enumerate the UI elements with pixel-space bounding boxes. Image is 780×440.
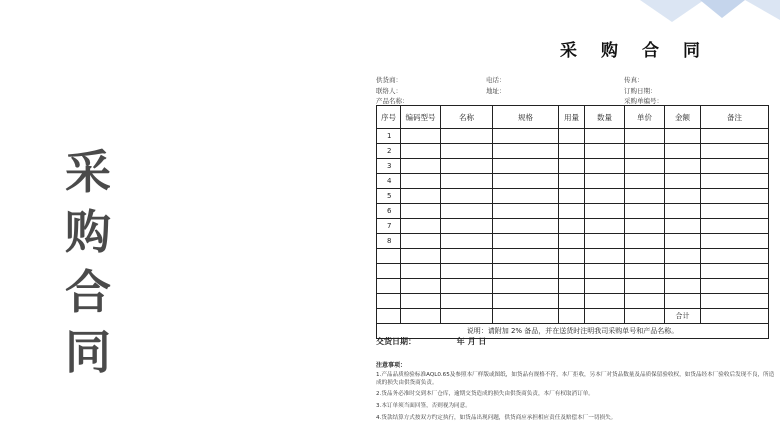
table-row [377, 129, 769, 144]
table-row [377, 204, 769, 219]
vertical-title-char: 采 [65, 145, 111, 199]
table-cell [665, 129, 701, 144]
table-cell [401, 129, 441, 144]
table-cell [441, 279, 493, 294]
row-index: 6 [377, 204, 401, 219]
table-cell [441, 234, 493, 249]
table-cell [401, 219, 441, 234]
table-cell [401, 279, 441, 294]
vertical-title-char: 合 [65, 265, 111, 319]
table-cell [625, 174, 665, 189]
table-row [377, 219, 769, 234]
col-header: 序号 [377, 106, 401, 129]
vertical-title [58, 142, 118, 382]
meta-address: 地址： [486, 87, 506, 95]
delivery-date: 年 月 日 [456, 337, 487, 346]
table-cell [441, 189, 493, 204]
table-cell [585, 279, 625, 294]
table-cell [625, 279, 665, 294]
row-index [377, 279, 401, 294]
table-cell [701, 279, 769, 294]
table-cell [585, 129, 625, 144]
table-cell [559, 279, 585, 294]
meta-fax: 传真： [624, 76, 644, 84]
table-cell [493, 249, 559, 264]
row-index [377, 294, 401, 309]
table-cell [665, 234, 701, 249]
table-cell [441, 144, 493, 159]
total-row [377, 309, 769, 324]
table-cell [701, 159, 769, 174]
table-row [377, 249, 769, 264]
table-cell [493, 129, 559, 144]
table-cell [665, 159, 701, 174]
table-cell [441, 159, 493, 174]
table-cell [701, 204, 769, 219]
table-cell [441, 204, 493, 219]
table-cell [559, 249, 585, 264]
row-index: 2 [377, 144, 401, 159]
table-cell [665, 279, 701, 294]
table-cell [585, 174, 625, 189]
table-cell [493, 159, 559, 174]
table-cell [493, 144, 559, 159]
table-row [377, 279, 769, 294]
table-note: 说明：请附加 2% 备品，并在送货时注明我司采购单号和产品名称。 [377, 324, 769, 339]
table-header-row [377, 106, 769, 129]
table-cell [625, 234, 665, 249]
table-cell [665, 249, 701, 264]
meta-supplier: 供货商： [376, 76, 402, 84]
table-cell [701, 219, 769, 234]
vertical-title-char: 购 [65, 205, 111, 259]
table-cell [441, 264, 493, 279]
table-cell [401, 159, 441, 174]
table-cell [701, 264, 769, 279]
table-cell [401, 189, 441, 204]
col-header: 数量 [585, 106, 625, 129]
table-cell [585, 294, 625, 309]
row-index: 4 [377, 174, 401, 189]
table-cell [625, 159, 665, 174]
table-cell [665, 219, 701, 234]
deco-triangle-1 [640, 0, 704, 22]
table-cell [701, 249, 769, 264]
table-cell [625, 219, 665, 234]
meta-contact: 联络人： [376, 87, 402, 95]
table-cell [625, 204, 665, 219]
meta-phone: 电话： [486, 76, 506, 84]
table-cell [585, 159, 625, 174]
table-cell [665, 264, 701, 279]
table-cell [401, 294, 441, 309]
table-row [377, 234, 769, 249]
contract-document [362, 28, 780, 440]
table-cell [559, 144, 585, 159]
table-cell [585, 189, 625, 204]
table-cell [625, 294, 665, 309]
meta-product-name: 产品名称： [376, 97, 409, 105]
table-cell [401, 204, 441, 219]
row-index: 1 [377, 129, 401, 144]
table-cell [701, 234, 769, 249]
table-cell [665, 294, 701, 309]
table-cell [401, 174, 441, 189]
table-cell [559, 294, 585, 309]
table-cell [665, 189, 701, 204]
vertical-title-char: 同 [65, 325, 111, 379]
deco-triangle-3 [745, 0, 780, 20]
table-cell [493, 204, 559, 219]
table-cell [701, 294, 769, 309]
table-cell [441, 219, 493, 234]
col-header: 规格 [493, 106, 559, 129]
row-index: 5 [377, 189, 401, 204]
table-cell [493, 264, 559, 279]
table-cell [559, 189, 585, 204]
table-row [377, 174, 769, 189]
table-cell [665, 144, 701, 159]
table-cell [493, 189, 559, 204]
table-cell [665, 204, 701, 219]
table-cell [559, 204, 585, 219]
table-cell [441, 174, 493, 189]
table-cell [559, 264, 585, 279]
table-cell [559, 234, 585, 249]
term-item: 4.货款结算方式按双方约定执行，如货品出现问题，供货商应承担相应责任及赔偿本厂一切损失。 [376, 415, 617, 421]
table-cell [493, 294, 559, 309]
table-row [377, 294, 769, 309]
table-cell [625, 264, 665, 279]
row-index [377, 264, 401, 279]
table-row [377, 144, 769, 159]
table-cell [585, 144, 625, 159]
table-cell [401, 234, 441, 249]
decorative-banner [0, 0, 780, 30]
table-cell [665, 174, 701, 189]
table-cell [559, 129, 585, 144]
meta-order-no: 采购单编号： [624, 97, 663, 105]
table-cell [493, 219, 559, 234]
row-index [377, 249, 401, 264]
table-cell [585, 204, 625, 219]
table-row [377, 159, 769, 174]
meta-order-date: 订购日期： [624, 87, 657, 95]
table-cell [625, 144, 665, 159]
table-cell [441, 294, 493, 309]
table-cell [701, 174, 769, 189]
deco-triangle-2 [700, 0, 745, 18]
row-index: 3 [377, 159, 401, 174]
terms-heading: 注意事项： [376, 362, 407, 369]
delivery-label: 交货日期： [376, 337, 416, 346]
col-header: 用量 [559, 106, 585, 129]
table-cell [585, 219, 625, 234]
table-cell [625, 129, 665, 144]
col-header: 名称 [441, 106, 493, 129]
table-cell [401, 264, 441, 279]
col-header: 编码型号 [401, 106, 441, 129]
table-cell [585, 249, 625, 264]
order-table [376, 105, 769, 339]
col-header: 备注 [701, 106, 769, 129]
table-cell [625, 249, 665, 264]
table-row [377, 264, 769, 279]
table-cell [701, 144, 769, 159]
table-cell [401, 144, 441, 159]
table-row [377, 189, 769, 204]
table-cell [493, 174, 559, 189]
table-cell [493, 234, 559, 249]
table-cell [559, 219, 585, 234]
table-cell [701, 129, 769, 144]
table-cell [585, 264, 625, 279]
term-item: 2.货品务必准时交到本厂仓库，逾期交货造成的损失由供货商负责，本厂有权取消订单。 [376, 391, 594, 397]
table-cell [493, 279, 559, 294]
table-cell [401, 249, 441, 264]
term-item: 3.本订单须当面回签，否则视为同意。 [376, 403, 471, 409]
table-cell [701, 189, 769, 204]
table-cell [559, 174, 585, 189]
row-index: 8 [377, 234, 401, 249]
col-header: 单价 [625, 106, 665, 129]
term-item: 1.产品品质检验标准AQL0.65及参照本厂样版或图纸，如货品有规格不符，本厂拒收，另本厂对货品数量及品质保留验收权，如货品经本厂验收后发现不良，所造成的损失由供货商负责。 [376, 372, 775, 386]
delivery-line [376, 336, 486, 347]
table-cell [441, 249, 493, 264]
table-cell [441, 129, 493, 144]
table-cell [585, 234, 625, 249]
table-cell [559, 159, 585, 174]
document-title: 采购合同 [560, 41, 724, 61]
row-index: 7 [377, 219, 401, 234]
total-label: 合计 [665, 309, 701, 324]
col-header: 金额 [665, 106, 701, 129]
table-cell [625, 189, 665, 204]
